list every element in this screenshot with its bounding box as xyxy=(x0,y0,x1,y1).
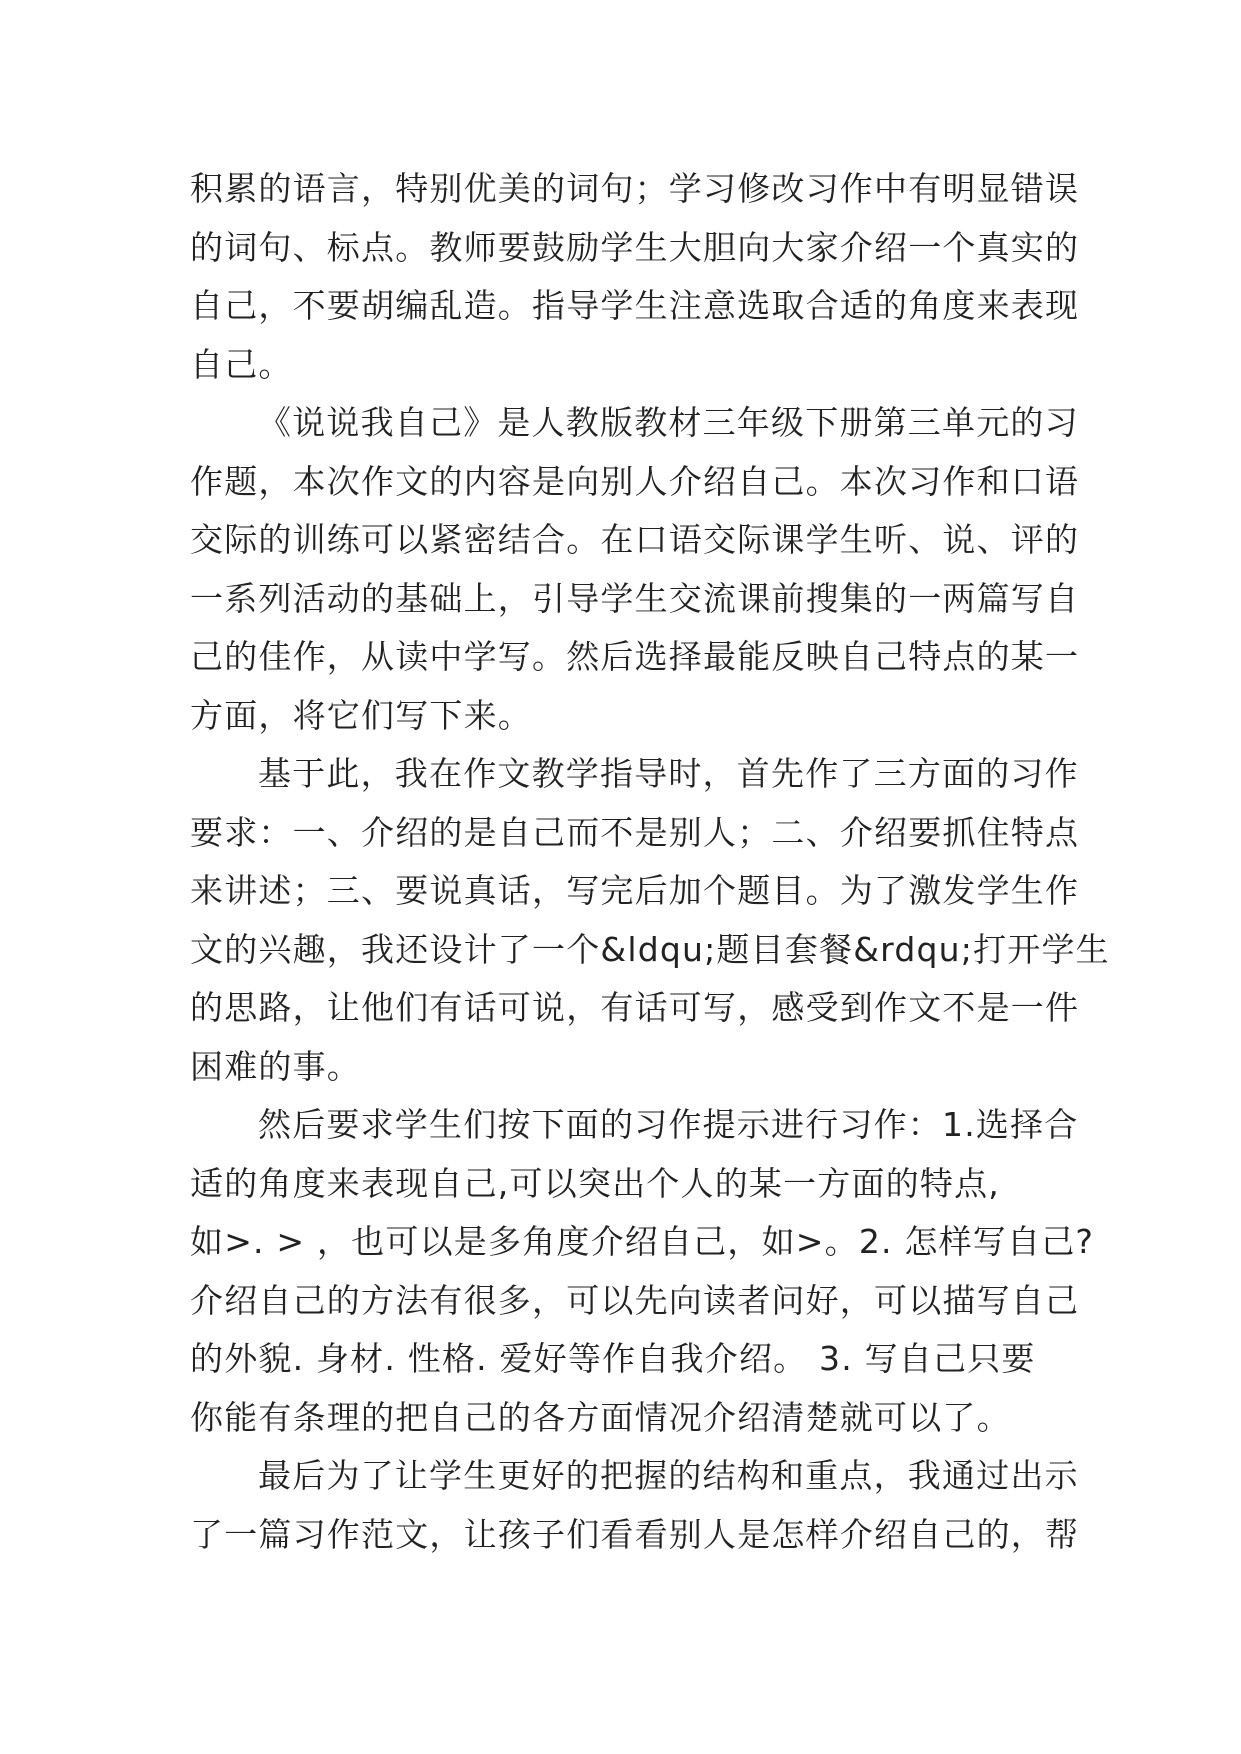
text-line: 了一篇习作范文，让孩子们看看别人是怎样介绍自己的，帮 xyxy=(190,1514,1080,1554)
paragraph-first-line: 然后要求学生们按下面的习作提示进行习作：1.选择合 xyxy=(258,1105,1079,1144)
text-line: 困难的事。 xyxy=(190,1046,361,1086)
text-line: 积累的语言，特别优美的词句；学习修改习作中有明显错误 xyxy=(190,169,1080,208)
text-line: 交际的训练可以紧密结合。在口语交际课学生听、说、评的 xyxy=(190,520,1080,559)
text-line: 的外貌. 身材. 性格. 爱好等作自我介绍。 3. 写自己只要 xyxy=(190,1339,1036,1378)
text-line: 如>. > ，也可以是多角度介绍自己，如>。2. 怎样写自己? xyxy=(190,1222,1095,1261)
text-line: 作题，本次作文的内容是向别人介绍自己。本次习作和口语 xyxy=(190,461,1080,501)
text-line: 来讲述；三、要说真话，写完后加个题目。为了激发学生作 xyxy=(190,871,1080,910)
text-line: 一系列活动的基础上，引导学生交流课前搜集的一两篇写自 xyxy=(190,578,1080,618)
text-line: 自己。 xyxy=(190,344,293,384)
document-body xyxy=(190,160,1110,1564)
text-line: 自己，不要胡编乱造。指导学生注意选取合适的角度来表现 xyxy=(190,286,1080,325)
text-line: 要求：一、介绍的是自己而不是别人；二、介绍要抓住特点 xyxy=(190,812,1080,852)
text-line: 方面，将它们写下来。 xyxy=(190,695,532,735)
text-line: 介绍自己的方法有很多，可以先向读者问好，可以描写自己 xyxy=(190,1280,1080,1320)
text-line: 文的兴趣，我还设计了一个&ldqu;题目套餐&rdqu;打开学生 xyxy=(190,929,1110,969)
paragraph-first-line: 基于此，我在作文教学指导时，首先作了三方面的习作 xyxy=(258,754,1079,793)
paragraph-first-line: 《说说我自己》是人教版教材三年级下册第三单元的习 xyxy=(258,403,1079,442)
text-line: 的词句、标点。教师要鼓励学生大胆向大家介绍一个真实的 xyxy=(190,227,1080,267)
paragraph-first-line: 最后为了让学生更好的把握的结构和重点，我通过出示 xyxy=(258,1456,1079,1495)
text-line: 适的角度来表现自己,可以突出个人的某一方面的特点, xyxy=(190,1163,1000,1203)
text-line: 你能有条理的把自己的各方面情况介绍清楚就可以了。 xyxy=(190,1397,1011,1437)
text-line: 的思路，让他们有话可说，有话可写，感受到作文不是一件 xyxy=(190,988,1080,1027)
text-line: 己的佳作，从读中学写。然后选择最能反映自己特点的某一 xyxy=(190,637,1080,676)
